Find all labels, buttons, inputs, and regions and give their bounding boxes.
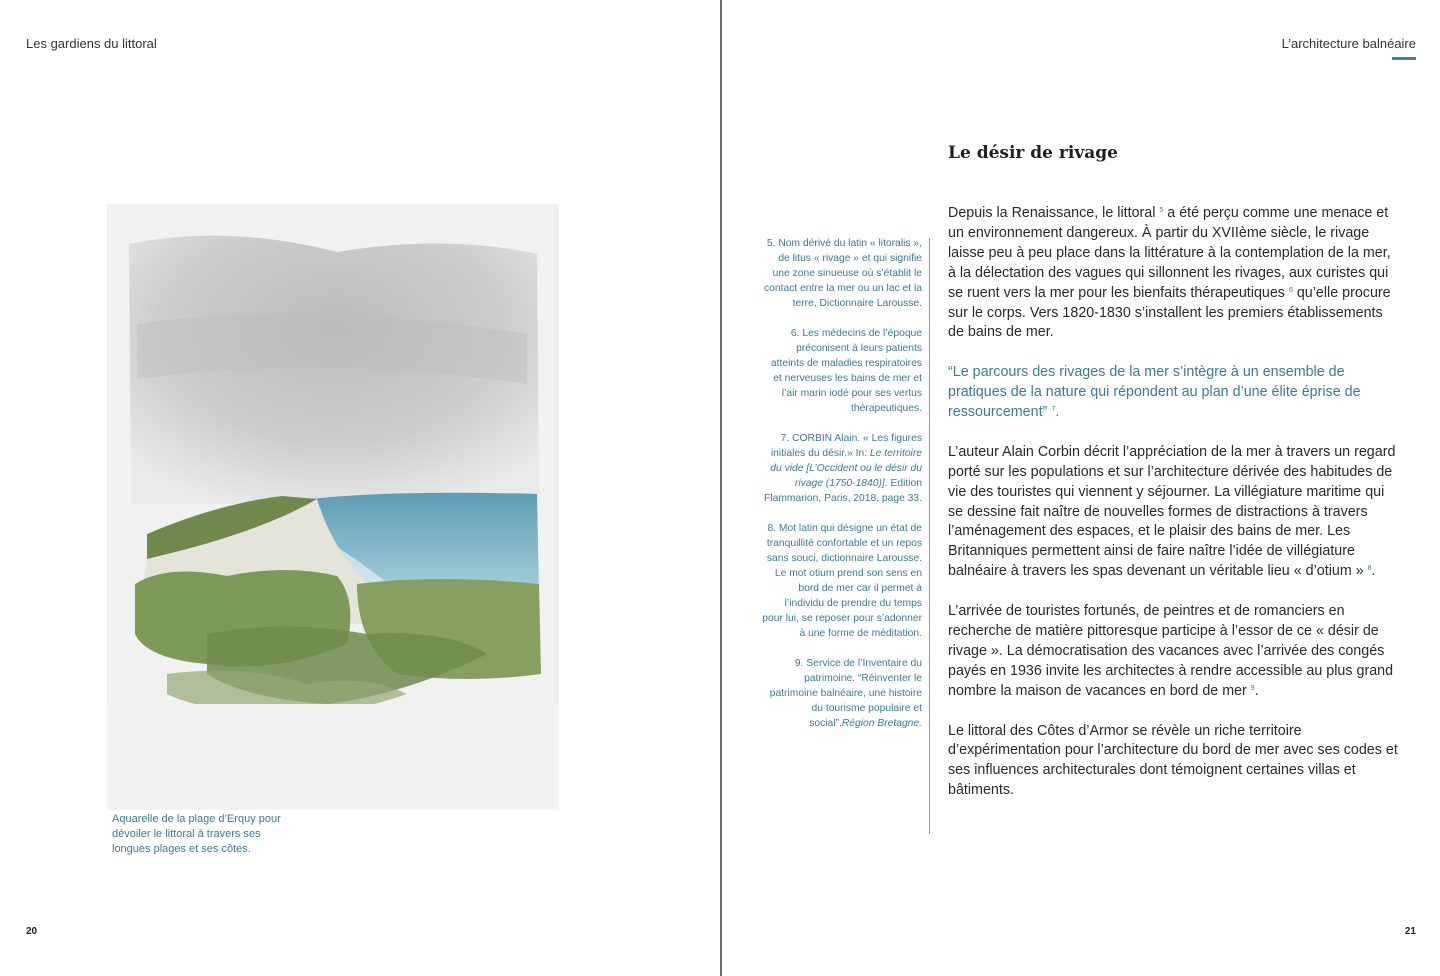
body-paragraph: L’arrivée de touristes fortunés, de peintres et de romanciers en recherche de matière pittoresque participe à l’essor de ce « désir de rivage ». La démocratisation des vacances avec l’arrivée des congés payés en 1936 invite les architectes à rendre accessible au plus grand nombre la maison de vacances en bord de mer $^9$.: [948, 603, 1394, 699]
figure-caption: Aquarelle de la plage d’Erquy pour dévoiler le littoral à travers ses longues plages et ses côtes.: [112, 813, 281, 855]
right-running-header: L’architecture balnéaire: [1281, 36, 1416, 51]
body-paragraph: L’auteur Alain Corbin décrit l’appréciation de la mer à travers un regard porté sur les populations et sur l’architecture dérivée des habitudes de vie des touristes qui viennent y séjourner. La villégiature maritime qui se dessine fait naître de nouvelles formes de distractions à travers l’aménagement des espaces, et le plaisir des bains de mer. Les Britanniques permettent ainsi de faire naître l’idée de villégiature balnéaire à travers les spas devenant un véritable lieu « d’otium » $^8$.: [948, 443, 1396, 580]
footnote-ref: 8: [1367, 565, 1372, 573]
footnote-ref: 9: [1250, 684, 1255, 692]
footnote-7: 7. CORBIN Alain. « Les figures initiales du désir.» In: Le territoire du vide [L’Occident ou le désir du rivage (1750-1840)]. Edition Flammarion, Paris, 2018, page 33.: [764, 433, 922, 504]
left-running-header: Les gardiens du littoral: [26, 36, 157, 51]
article-body: [948, 204, 1398, 821]
footnote-ref: 6: [1288, 286, 1293, 294]
footnote-9: 9. Service de l’Inventaire du patrimoine. “Réinventer le patrimoine balnéaire, une histoire du tourisme populaire et social”.Région Bretagne.: [769, 658, 922, 729]
body-paragraph: Depuis la Renaissance, le littoral $^5$ a été perçu comme une menace et un environnement dangereux. À partir du XVIIème siècle, le rivage laisse peu à peu place dans la littérature à la contemplation de la mer, à la délectation des vagues qui sillonnent les rivages, aux curistes qui se ruent vers la mer pour les bienfaits thérapeutiques $^6$ qu’elle procure sur le corps. Vers 1820-1830 s’installent les premiers établissements de bains de mer.: [948, 205, 1391, 341]
footnotes-divider: [929, 238, 930, 834]
pull-quote: “Le parcours des rivages de la mer s’intègre à un ensemble de pratiques de la nature qui répondent au plan d’une élite éprise de ressourcement” $^7$.: [948, 364, 1361, 421]
header-accent-rule: [1392, 57, 1416, 60]
footnote-6: 6. Les médecins de l’époque préconisent à leurs patients atteints de maladies respiratoires et nerveuses les bains de mer et l’air marin iodé pour ses vertus thérapeutiques.: [770, 328, 922, 414]
watercolor-illustration: [107, 204, 559, 810]
right-page: [722, 0, 1440, 976]
footnotes-column: [762, 236, 922, 746]
right-page-number: 21: [1404, 926, 1416, 937]
left-page-number: 20: [26, 926, 38, 937]
body-paragraph: Le littoral des Côtes d’Armor se révèle un riche territoire d’expérimentation pour l’architecture du bord de mer avec ses codes et ses influences architecturales dont témoignent certaines villas et bâtiments.: [948, 722, 1398, 799]
footnote-5: 5. Nom dérivé du latin « litoralis », de litus « rivage » et qui signifie une zone sinueuse où s’établit le contact entre la mer ou un lac et la terre, Dictionnaire Larousse.: [764, 238, 922, 309]
footnote-8: 8. Mot latin qui désigne un état de tranquillité confortable et un repos sans souci, dictionnaire Larousse. Le mot otium prend son sens en bord de mer car il permet à l’individu de prendre du temps pour lui, se reposer pour s’adonner à une forme de méditation.: [762, 523, 922, 639]
section-title: Le désir de rivage: [948, 143, 1118, 163]
footnote-ref: 7: [1051, 406, 1056, 414]
footnote-ref: 5: [1159, 207, 1164, 214]
